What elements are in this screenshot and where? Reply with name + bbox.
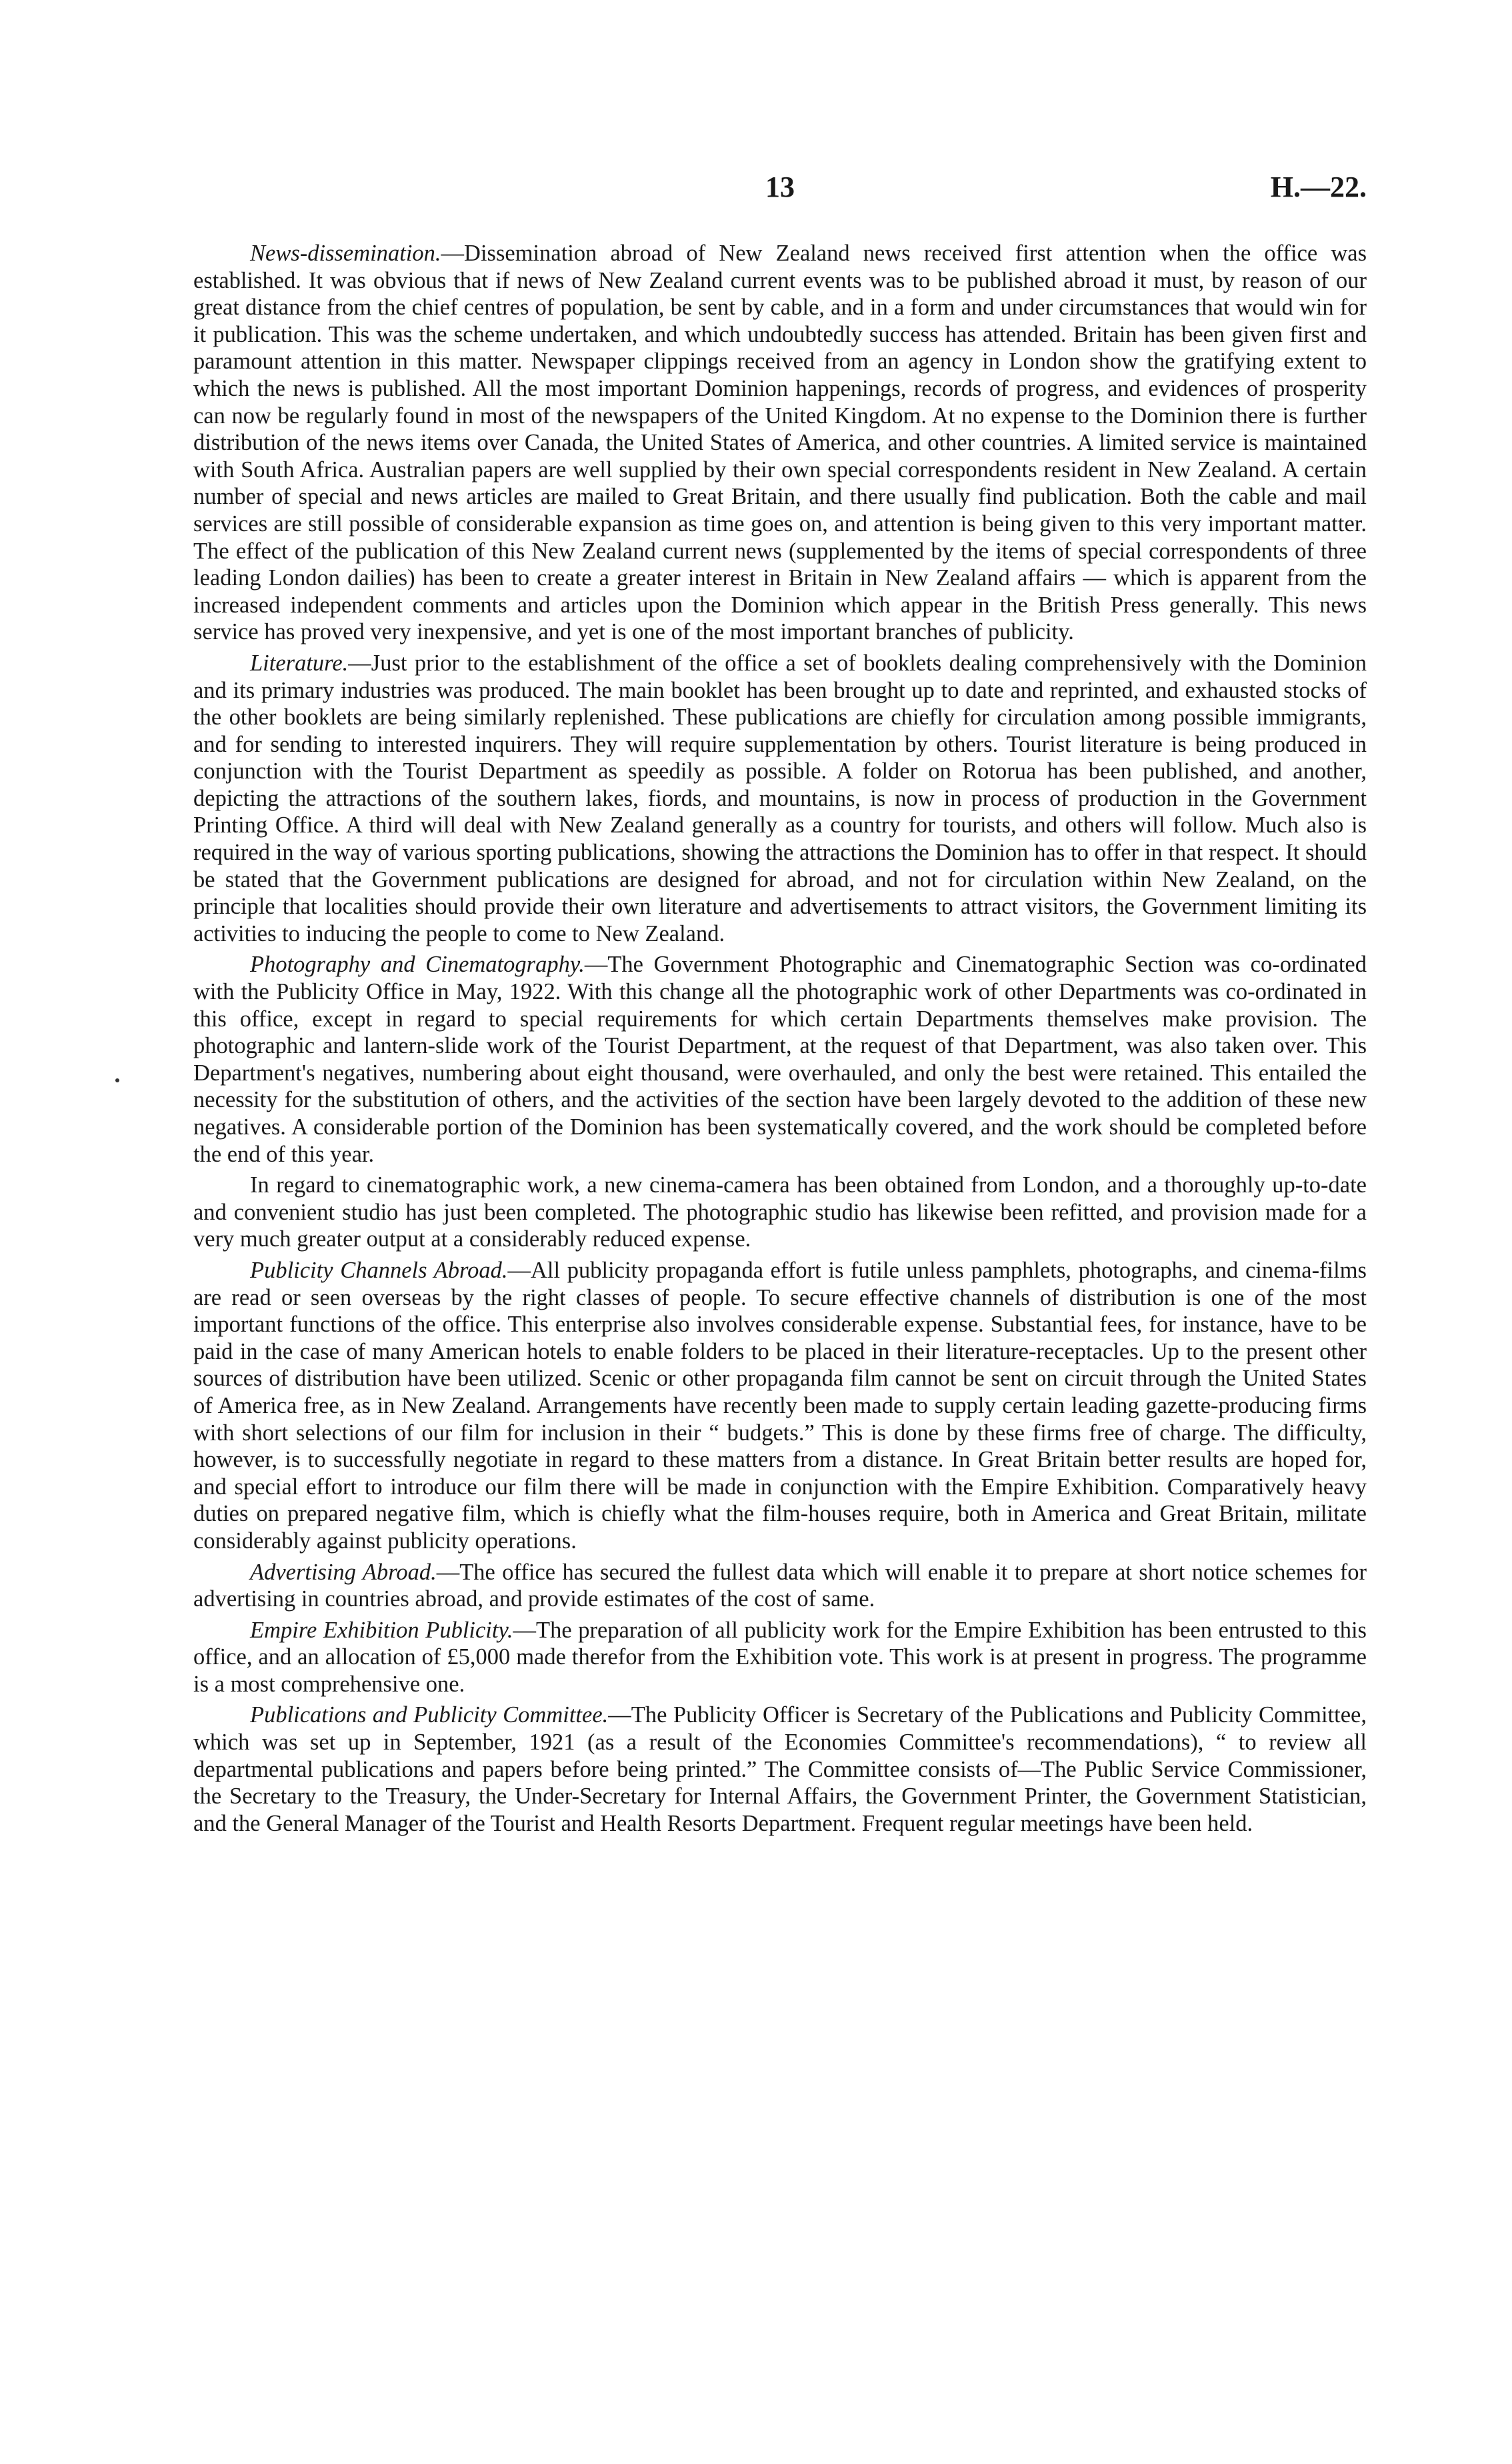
document-body [193,240,1367,1841]
paragraph-text: —All publicity propaganda effort is futile unless pamphlets, photographs, and cinema-films are read or seen overseas by the right classes of people. To secure effective channels of distribution is one of the most important functions of the office. This enterprise also involves considerable expense. Substantial fees, for instance, have to be paid in the case of many American hotels to enable folders to be placed in their literature-receptacles. Up to the present other sources of distribution have been utilized. Scenic or other propaganda film cannot be sent on circuit through the United States of America free, as in New Zealand. Arrangements have recently been made to supply certain leading gazette-producing firms with short selections of our film for inclusion in their “ budgets.” This is done by these firms free of charge. The difficulty, however, is to successfully negotiate in regard to these matters from a distance. In Great Britain better results are hoped for, and special effort to introduce our film there will be made in conjunction with the Empire Exhibition. Comparatively heavy duties on prepared negative film, which is chiefly what the film-houses require, both in America and Great Britain, militate considerably against publicity operations. [193,1257,1367,1554]
paragraph-text: —The Government Photographic and Cinematographic Section was co-ordinated with the Publicity Office in May, 1922. With this change all the photographic work of other Departments was co-ordinated in this office, except in regard to special requirements for which certain Departments themselves make provision. The photographic and lantern-slide work of the Tourist Department, at the request of that Department, was also taken over. This Department's negatives, numbering about eight thousand, were overhauled, and only the best were retained. This entailed the necessity for the substitution of others, and the activities of the section have been largely devoted to the addition of these new negatives. A considerable portion of the Dominion has been systematically covered, and the work should be completed before the end of this year. [193,952,1367,1167]
paragraph-heading: Publications and Publicity Committee. [250,1702,609,1728]
paragraph-heading: Literature. [250,650,349,676]
page-header [193,170,1367,210]
paragraph-text: —The preparation of all publicity work for the Empire Exhibition has been entrusted to this office, and an allocation of £5,000 made therefor from the Exhibition vote. This work is at present in progress. The programme is a most comprehensive one. [193,1617,1367,1697]
paragraph-heading: News-dissemination. [250,241,441,266]
paragraph-heading: Publicity Channels Abroad. [250,1257,508,1283]
paragraph-publications-committee [193,1702,1367,1837]
paragraph-heading: Advertising Abroad. [250,1559,437,1585]
paragraph-text: —The Publicity Officer is Secretary of the Publications and Publicity Committee, which was set up in September, 1921 (as a result of the Economies Committee's recommendations), “ to review all departmental publications and papers before being printed.” The Committee consists of—The Public Service Commissioner, the Secretary to the Treasury, the Under-Secretary for Internal Affairs, the Government Printer, the Government Statistician, and the General Manager of the Tourist and Health Resorts Department. Frequent regular meetings have been held. [193,1702,1367,1836]
paragraph-literature [193,650,1367,948]
paragraph-cinematographic-work [193,1172,1367,1253]
paragraph-text: —The office has secured the fullest data which will enable it to prepare at short notice schemes for advertising in countries abroad, and provide estimates of the cost of same. [193,1559,1367,1612]
paragraph-publicity-channels [193,1257,1367,1555]
paragraph-news-dissemination [193,240,1367,646]
paragraph-heading: Empire Exhibition Publicity. [250,1617,513,1643]
paragraph-photography [193,951,1367,1168]
paragraph-advertising-abroad [193,1559,1367,1613]
page-number: 13 [765,171,795,203]
paragraph-text: —Dissemination abroad of New Zealand news received first attention when the office was established. It was obvious that if news of New Zealand current events was to be published abroad it must, by reason of our great distance from the chief centres of population, be sent by cable, and in a form and under circumstances that would win for it publication. This was the scheme undertaken, and which undoubtedly success has attended. Britain has been given first and paramount attention in this matter. Newspaper clippings received from an agency in London show the gratifying extent to which the news is published. All the most important Dominion happenings, records of progress, and evidences of prosperity can now be regularly found in most of the newspapers of the United Kingdom. At no expense to the Dominion there is further distribution of the news items over Canada, the United States of America, and other countries. A limited service is maintained with South Africa. Australian papers are well supplied by their own special correspondents resident in New Zealand. A certain number of special and news articles are mailed to Great Britain, and there usually find publication. Both the cable and mail services are still possible of considerable expansion as time goes on, and attention is being given to this very important matter. The effect of the publication of this New Zealand current news (supplemented by the items of special correspondents of three leading London dailies) has been to create a greater interest in Britain in New Zealand affairs — which is apparent from the increased independent comments and articles upon the Dominion which appear in the British Press generally. This news service has proved very inexpensive, and yet is one of the most important branches of publicity. [193,241,1367,645]
document-reference: H.—22. [1270,171,1367,203]
paragraph-text: In regard to cinematographic work, a new cinema-camera has been obtained from London, and a thoroughly up-to-date and convenient studio has just been completed. The photographic studio has likewise been refitted, and provision made for a very much greater output at a considerably reduced expense. [193,1172,1367,1252]
margin-mark [115,1078,119,1082]
paragraph-heading: Photography and Cinematography. [250,952,585,978]
paragraph-text: —Just prior to the establishment of the office a set of booklets dealing comprehensively with the Dominion and its primary industries was produced. The main booklet has been brought up to date and reprinted, and exhausted stocks of the other booklets are being similarly replenished. These publications are chiefly for circulation among possible immigrants, and for sending to interested inquirers. They will require supplementation by others. Tourist literature is being produced in conjunction with the Tourist Department as speedily as possible. A folder on Rotorua has been published, and another, depicting the attractions of the southern lakes, fiords, and mountains, is now in process of production in the Government Printing Office. A third will deal with New Zealand generally as a country for tourists, and others will follow. Much also is required in the way of various sporting publications, showing the attractions the Dominion has to offer in that respect. It should be stated that the Government publications are designed for abroad, and not for circulation within New Zealand, on the principle that localities should provide their own literature and advertisements to attract visitors, the Government limiting its activities to inducing the people to come to New Zealand. [193,650,1367,946]
paragraph-empire-exhibition [193,1617,1367,1698]
